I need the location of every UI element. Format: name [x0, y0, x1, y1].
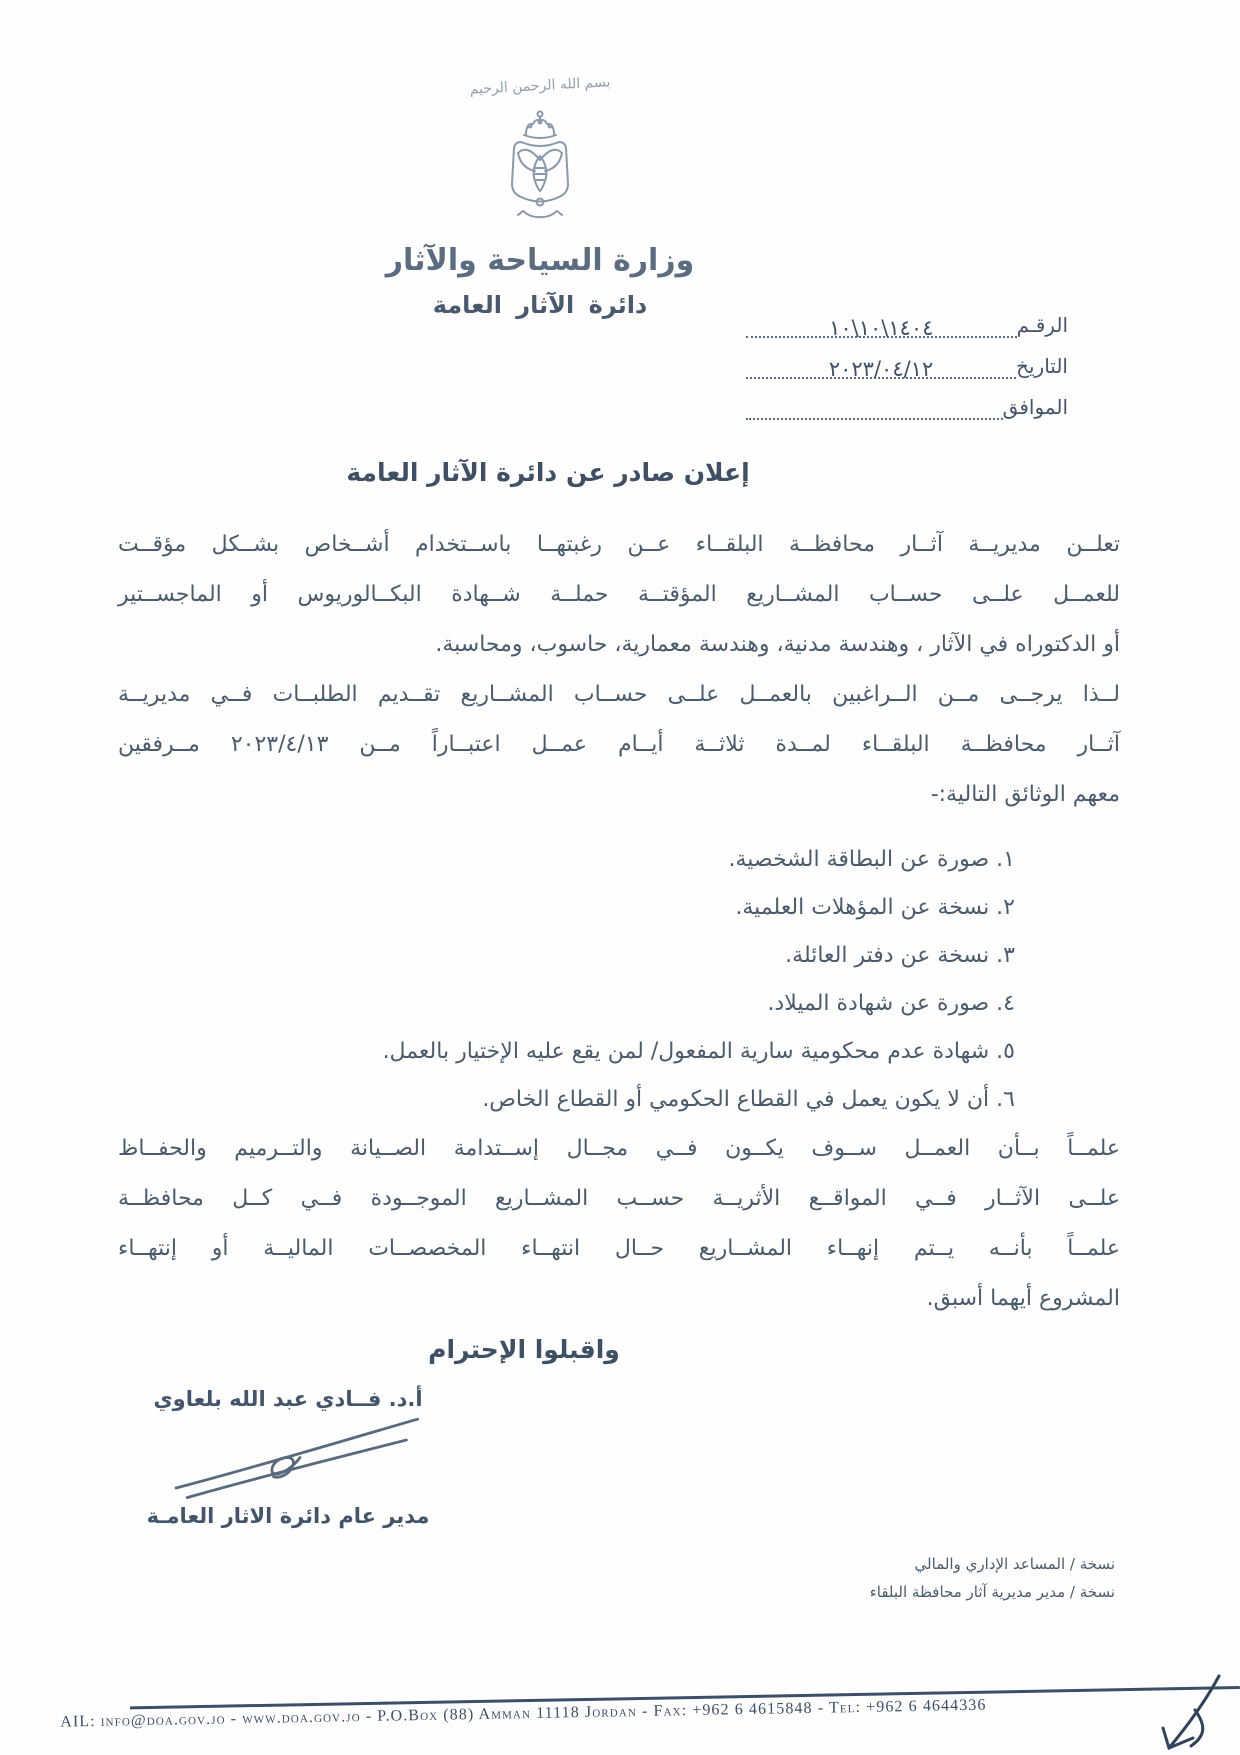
- copy-note: نسخة / المساعد الإداري والمالي: [914, 1555, 1115, 1573]
- list-item: ٤. صورة عن شهادة الميلاد.: [767, 991, 1015, 1016]
- reference-date-line: [746, 353, 1016, 379]
- reference-number-label: الرقـم: [1016, 313, 1068, 337]
- paragraph-1: [118, 520, 1120, 670]
- ministry-calligraphy: وزارة السياحة والآثار: [385, 243, 695, 278]
- reference-corresponding-line: [746, 399, 1003, 420]
- paragraph-line: علــى الآثــار فــي المواقــع الأثريــة حســب المشــاريع الموجــودة فــي كــل محافظــة: [118, 1186, 1120, 1211]
- copy-note: نسخة / مدير مديرية آثار محافظة البلقاء: [869, 1583, 1115, 1601]
- reference-date-label: التاريخ: [1016, 354, 1068, 378]
- reference-date-row: [746, 338, 1068, 379]
- list-item: ٥. شهادة عدم محكومية سارية المفعول/ لمن يقع عليه الإختيار بالعمل.: [382, 1039, 1015, 1064]
- jordan-coat-of-arms-icon: [485, 108, 595, 238]
- reference-corresponding-row: [746, 379, 1068, 420]
- copy-notes: [870, 1550, 1115, 1606]
- paragraph-line: أو الدكتوراه في الآثار ، وهندسة مدنية، وهندسة معمارية، حاسوب، ومحاسبة.: [435, 632, 1120, 657]
- signatory-name: أ.د. فــادي عبد الله بلعاوي: [153, 1387, 423, 1411]
- paragraph-line: آثــار محافظــة البلقــاء لمــدة ثلاثــة أيــام عمــل اعتبــاراً مــن ٢٠٢٣/٤/١٣ مــرفقين: [118, 732, 1121, 757]
- reference-block: [746, 297, 1068, 420]
- reference-number-row: [746, 297, 1068, 338]
- paragraph-line: تعلــن مديريــة آثــار محافظــة البلقــاء عــن رغبتهــا باســتخدام أشــخاص بشــكل مؤقــت: [118, 532, 1120, 557]
- list-item: ٣. نسخة عن دفتر العائلة.: [785, 943, 1015, 968]
- signatory-title: مدير عام دائرة الاثار العامـة: [146, 1504, 430, 1528]
- reference-corresponding-label: الموافق: [1002, 395, 1068, 419]
- paragraph-line: المشروع أيهما أسبق.: [926, 1286, 1120, 1311]
- list-item: ٦. أن لا يكون يعمل في القطاع الحكومي أو القطاع الخاص.: [482, 1087, 1015, 1112]
- paragraph-line: علمــاً بــأن العمــل ســوف يكــون فــي مجــال إســتدامة الصــيانة والتــرميم والحفــاظ: [118, 1136, 1120, 1161]
- reference-number-value: ١٤٠٤\١٠\١٠: [829, 316, 934, 340]
- list-item: ١. صورة عن البطاقة الشخصية.: [728, 847, 1015, 872]
- paragraph-line: للعمــل علــى حســاب المشــاريع المؤقتــة حملــة شــهادة البكــالوريوس أو الماجســتير: [118, 582, 1120, 607]
- paragraph-line: علمــاً بأنــه يــتم إنهــاء المشــاريع حــال انتهــاء المخصصــات الماليــة أو إنتهــاء: [118, 1236, 1120, 1261]
- basmala-calligraphy: بسم الله الرحمن الرحيم: [469, 74, 611, 98]
- paragraph-2: [118, 670, 1120, 820]
- reference-number-line: [746, 312, 1017, 338]
- handwritten-signature-icon: [138, 1408, 438, 1504]
- signature-block: [138, 1382, 438, 1528]
- list-item: ٢. نسخة عن المؤهلات العلمية.: [735, 895, 1015, 920]
- reference-date-value: ٢٠٢٣/٠٤/١٢: [828, 357, 934, 381]
- footer: [60, 1686, 1240, 1732]
- paragraph-line: لــذا يرجــى مــن الــراغبين بالعمــل علــى حســاب المشــاريع تقــديم الطلبــات فــي مديريــة: [118, 682, 1120, 707]
- closing-salutation: واقبلوا الإحترام: [428, 1335, 620, 1364]
- footer-contact-line: AIL: info@doa.gov.jo - www.doa.gov.jo - P.O.Box (88) Amman 11118 Jordan - Fax: +962 6 4615848 - Tel: +962 6 4644336: [60, 1696, 987, 1731]
- paragraph-line: معهم الوثائق التالية:-: [930, 782, 1120, 807]
- required-documents-list: [118, 836, 1120, 1124]
- department-name: دائرة الآثار العامة: [432, 291, 648, 319]
- paragraph-3: [118, 1124, 1120, 1324]
- pen-scribble-icon: [1133, 1672, 1233, 1755]
- announcement-title: إعلان صادر عن دائرة الآثار العامة: [346, 458, 750, 487]
- announcement-body: [118, 520, 1120, 1370]
